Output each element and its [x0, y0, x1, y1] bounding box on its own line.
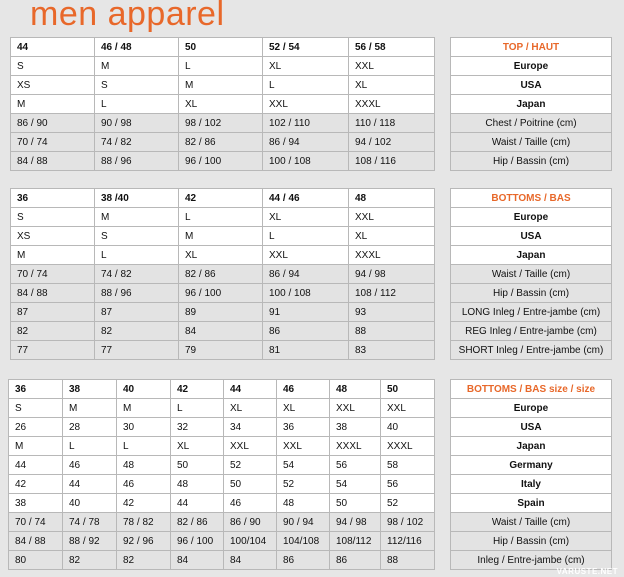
size-header-cell: 38 /40	[95, 189, 179, 208]
size-cell: S	[11, 208, 95, 227]
table-header-row	[11, 189, 435, 208]
size-cell: L	[63, 437, 117, 456]
size-header-cell: 46 / 48	[95, 38, 179, 57]
size-cell: 86	[330, 551, 381, 570]
size-header-cell: 56 / 58	[349, 38, 435, 57]
size-cell: 48	[277, 494, 330, 513]
table-row	[11, 246, 435, 265]
size-cell: 32	[171, 418, 224, 437]
size-cell: 84	[224, 551, 277, 570]
size-cell: XXL	[263, 246, 349, 265]
size-header-cell: 36	[11, 189, 95, 208]
table-header-row	[9, 380, 435, 399]
size-cell: 94 / 98	[349, 265, 435, 284]
table-row	[9, 494, 435, 513]
size-cell: 83	[349, 341, 435, 360]
size-cell: L	[263, 76, 349, 95]
legend-label: Waist / Taille (cm)	[451, 265, 612, 284]
size-cell: 94 / 98	[330, 513, 381, 532]
legend-row	[451, 418, 612, 437]
size-header-cell: 52 / 54	[263, 38, 349, 57]
size-cell: 90 / 98	[95, 114, 179, 133]
size-cell: S	[9, 399, 63, 418]
size-cell: XL	[179, 246, 263, 265]
size-cell: L	[95, 95, 179, 114]
table-row	[11, 303, 435, 322]
legend-row	[451, 303, 612, 322]
watermark: VARUSTE.NET	[556, 567, 618, 576]
size-cell: XXXL	[381, 437, 435, 456]
legend-label: Waist / Taille (cm)	[451, 513, 612, 532]
legend-row	[451, 456, 612, 475]
legend-row	[451, 246, 612, 265]
table-row	[11, 57, 435, 76]
size-cell: M	[11, 246, 95, 265]
size-cell: 48	[171, 475, 224, 494]
size-cell: 108 / 116	[349, 152, 435, 171]
size-cell: 96 / 100	[179, 284, 263, 303]
table-row	[11, 95, 435, 114]
size-cell: M	[117, 399, 171, 418]
legend-row	[451, 475, 612, 494]
legend-label: Spain	[451, 494, 612, 513]
size-cell: 70 / 74	[9, 513, 63, 532]
legend-label: Waist / Taille (cm)	[451, 133, 612, 152]
bottoms-size-size-table	[8, 379, 435, 570]
size-cell: 74 / 82	[95, 133, 179, 152]
size-cell: XL	[224, 399, 277, 418]
size-header-cell: 44	[224, 380, 277, 399]
size-cell: 91	[263, 303, 349, 322]
size-cell: M	[179, 76, 263, 95]
size-cell: 82 / 86	[179, 133, 263, 152]
legend-row	[451, 133, 612, 152]
size-cell: M	[95, 208, 179, 227]
size-cell: L	[95, 246, 179, 265]
legend-label: Europe	[451, 399, 612, 418]
size-cell: 80	[9, 551, 63, 570]
size-header-cell: 46	[277, 380, 330, 399]
size-cell: 54	[330, 475, 381, 494]
size-cell: XXXL	[330, 437, 381, 456]
legend-row	[451, 532, 612, 551]
legend-label: Hip / Bassin (cm)	[451, 152, 612, 171]
legend-label: USA	[451, 418, 612, 437]
size-cell: 78 / 82	[117, 513, 171, 532]
legend-label: Hip / Bassin (cm)	[451, 284, 612, 303]
size-cell: 28	[63, 418, 117, 437]
size-cell: 46	[117, 475, 171, 494]
size-cell: 96 / 100	[179, 152, 263, 171]
size-cell: 52	[381, 494, 435, 513]
table-row	[11, 265, 435, 284]
table-row	[11, 284, 435, 303]
size-cell: L	[179, 208, 263, 227]
size-cell: XXL	[349, 208, 435, 227]
size-cell: 100/104	[224, 532, 277, 551]
size-cell: 93	[349, 303, 435, 322]
legend-row	[451, 208, 612, 227]
size-cell: 94 / 102	[349, 133, 435, 152]
size-cell: XS	[11, 227, 95, 246]
table-row	[11, 322, 435, 341]
legend-label: USA	[451, 76, 612, 95]
size-cell: XXL	[263, 95, 349, 114]
size-cell: XS	[11, 76, 95, 95]
table-row	[9, 399, 435, 418]
size-cell: M	[179, 227, 263, 246]
size-cell: 108 / 112	[349, 284, 435, 303]
size-cell: 26	[9, 418, 63, 437]
table-row	[9, 551, 435, 570]
size-cell: 44	[171, 494, 224, 513]
legend-label: Chest / Poitrine (cm)	[451, 114, 612, 133]
size-cell: L	[117, 437, 171, 456]
legend-label: USA	[451, 227, 612, 246]
legend-label: REG Inleg / Entre-jambe (cm)	[451, 322, 612, 341]
size-cell: 44	[9, 456, 63, 475]
table-row	[9, 475, 435, 494]
size-cell: S	[95, 76, 179, 95]
size-cell: 84 / 88	[9, 532, 63, 551]
size-cell: L	[263, 227, 349, 246]
size-cell: 86 / 94	[263, 133, 349, 152]
size-cell: XXL	[349, 57, 435, 76]
bottoms-legend-table	[450, 188, 612, 360]
size-header-cell: 44 / 46	[263, 189, 349, 208]
legend-row	[451, 399, 612, 418]
legend-row	[451, 95, 612, 114]
legend-row	[451, 322, 612, 341]
size-cell: 102 / 110	[263, 114, 349, 133]
size-cell: 70 / 74	[11, 265, 95, 284]
size-cell: 90 / 94	[277, 513, 330, 532]
size-cell: 46	[224, 494, 277, 513]
size-cell: 112/116	[381, 532, 435, 551]
size-header-cell: 44	[11, 38, 95, 57]
table-row	[11, 76, 435, 95]
legend-label: Europe	[451, 57, 612, 76]
size-cell: 100 / 108	[263, 284, 349, 303]
legend-row	[451, 513, 612, 532]
legend-row	[451, 341, 612, 360]
size-cell: 56	[330, 456, 381, 475]
legend-label: Japan	[451, 246, 612, 265]
legend-row	[451, 227, 612, 246]
size-cell: M	[9, 437, 63, 456]
legend-row	[451, 189, 612, 208]
size-cell: 82 / 86	[179, 265, 263, 284]
size-cell: 50	[330, 494, 381, 513]
size-cell: XL	[349, 227, 435, 246]
legend-row	[451, 437, 612, 456]
size-cell: 86	[277, 551, 330, 570]
size-cell: 50	[224, 475, 277, 494]
table-row	[11, 341, 435, 360]
size-cell: 87	[95, 303, 179, 322]
size-cell: XXXL	[349, 95, 435, 114]
size-cell: 81	[263, 341, 349, 360]
page-title: men apparel	[30, 0, 225, 33]
size-cell: 74 / 82	[95, 265, 179, 284]
size-cell: XXL	[330, 399, 381, 418]
size-cell: 77	[95, 341, 179, 360]
size-cell: 38	[330, 418, 381, 437]
size-cell: 86 / 94	[263, 265, 349, 284]
size-header-cell: 48	[349, 189, 435, 208]
size-cell: 82	[117, 551, 171, 570]
size-cell: 100 / 108	[263, 152, 349, 171]
size-cell: 86 / 90	[11, 114, 95, 133]
size-cell: XL	[263, 208, 349, 227]
size-cell: 42	[117, 494, 171, 513]
size-cell: 82	[95, 322, 179, 341]
size-cell: XXL	[224, 437, 277, 456]
legend-row	[451, 284, 612, 303]
size-cell: 30	[117, 418, 171, 437]
size-cell: 87	[11, 303, 95, 322]
size-cell: XL	[179, 95, 263, 114]
size-cell: 89	[179, 303, 263, 322]
size-cell: 98 / 102	[381, 513, 435, 532]
size-cell: 98 / 102	[179, 114, 263, 133]
table-row	[11, 114, 435, 133]
legend-heading: TOP / HAUT	[451, 38, 612, 57]
size-cell: 84	[171, 551, 224, 570]
size-header-cell: 50	[381, 380, 435, 399]
size-header-cell: 40	[117, 380, 171, 399]
size-header-cell: 50	[179, 38, 263, 57]
size-header-cell: 36	[9, 380, 63, 399]
size-cell: 36	[277, 418, 330, 437]
size-cell: 82	[11, 322, 95, 341]
size-cell: M	[95, 57, 179, 76]
legend-row	[451, 114, 612, 133]
size-cell: 56	[381, 475, 435, 494]
size-cell: 46	[63, 456, 117, 475]
size-cell: 42	[9, 475, 63, 494]
legend-row	[451, 494, 612, 513]
bottoms-size-legend-table	[450, 379, 612, 570]
legend-row	[451, 380, 612, 399]
size-cell: 110 / 118	[349, 114, 435, 133]
size-cell: 52	[224, 456, 277, 475]
size-cell: 92 / 96	[117, 532, 171, 551]
size-cell: 70 / 74	[11, 133, 95, 152]
table-row	[11, 208, 435, 227]
legend-heading: BOTTOMS / BAS	[451, 189, 612, 208]
table-row	[9, 418, 435, 437]
table-row	[9, 532, 435, 551]
size-cell: 50	[171, 456, 224, 475]
legend-label: Hip / Bassin (cm)	[451, 532, 612, 551]
size-cell: L	[179, 57, 263, 76]
legend-row	[451, 57, 612, 76]
size-cell: XL	[171, 437, 224, 456]
size-cell: S	[95, 227, 179, 246]
legend-label: Germany	[451, 456, 612, 475]
size-cell: XL	[349, 76, 435, 95]
legend-label: Inleg / Entre-jambe (cm)	[451, 551, 612, 570]
legend-row	[451, 38, 612, 57]
size-cell: S	[11, 57, 95, 76]
size-cell: XXL	[381, 399, 435, 418]
size-cell: 82 / 86	[171, 513, 224, 532]
size-cell: 88	[349, 322, 435, 341]
size-cell: 40	[63, 494, 117, 513]
size-cell: 48	[117, 456, 171, 475]
size-cell: 108/112	[330, 532, 381, 551]
size-cell: 88 / 96	[95, 284, 179, 303]
size-cell: XL	[277, 399, 330, 418]
size-cell: XXXL	[349, 246, 435, 265]
table-row	[11, 152, 435, 171]
size-cell: 84 / 88	[11, 152, 95, 171]
size-header-cell: 38	[63, 380, 117, 399]
size-cell: 77	[11, 341, 95, 360]
size-header-cell: 48	[330, 380, 381, 399]
legend-label: SHORT Inleg / Entre-jambe (cm)	[451, 341, 612, 360]
tops-legend-table	[450, 37, 612, 171]
size-cell: 88 / 96	[95, 152, 179, 171]
size-cell: XXL	[277, 437, 330, 456]
legend-row	[451, 152, 612, 171]
legend-heading: BOTTOMS / BAS size / size	[451, 380, 612, 399]
size-cell: 84	[179, 322, 263, 341]
size-cell: 88	[381, 551, 435, 570]
table-header-row	[11, 38, 435, 57]
legend-label: Italy	[451, 475, 612, 494]
size-cell: 58	[381, 456, 435, 475]
size-cell: 86 / 90	[224, 513, 277, 532]
size-cell: 84 / 88	[11, 284, 95, 303]
table-row	[11, 133, 435, 152]
size-cell: XL	[263, 57, 349, 76]
table-row	[9, 437, 435, 456]
size-header-cell: 42	[171, 380, 224, 399]
size-cell: 52	[277, 475, 330, 494]
size-cell: 96 / 100	[171, 532, 224, 551]
size-cell: 54	[277, 456, 330, 475]
legend-label: Europe	[451, 208, 612, 227]
size-cell: 34	[224, 418, 277, 437]
size-cell: L	[171, 399, 224, 418]
size-cell: 86	[263, 322, 349, 341]
legend-label: Japan	[451, 437, 612, 456]
size-cell: 104/108	[277, 532, 330, 551]
legend-label: Japan	[451, 95, 612, 114]
legend-row	[451, 76, 612, 95]
tops-size-table	[10, 37, 435, 171]
size-cell: 40	[381, 418, 435, 437]
size-cell: M	[11, 95, 95, 114]
table-row	[9, 456, 435, 475]
size-cell: M	[63, 399, 117, 418]
size-cell: 88 / 92	[63, 532, 117, 551]
size-cell: 44	[63, 475, 117, 494]
legend-row	[451, 265, 612, 284]
table-row	[11, 227, 435, 246]
size-cell: 74 / 78	[63, 513, 117, 532]
legend-label: LONG Inleg / Entre-jambe (cm)	[451, 303, 612, 322]
table-row	[9, 513, 435, 532]
bottoms-size-table	[10, 188, 435, 360]
size-cell: 79	[179, 341, 263, 360]
size-cell: 82	[63, 551, 117, 570]
size-cell: 38	[9, 494, 63, 513]
size-header-cell: 42	[179, 189, 263, 208]
